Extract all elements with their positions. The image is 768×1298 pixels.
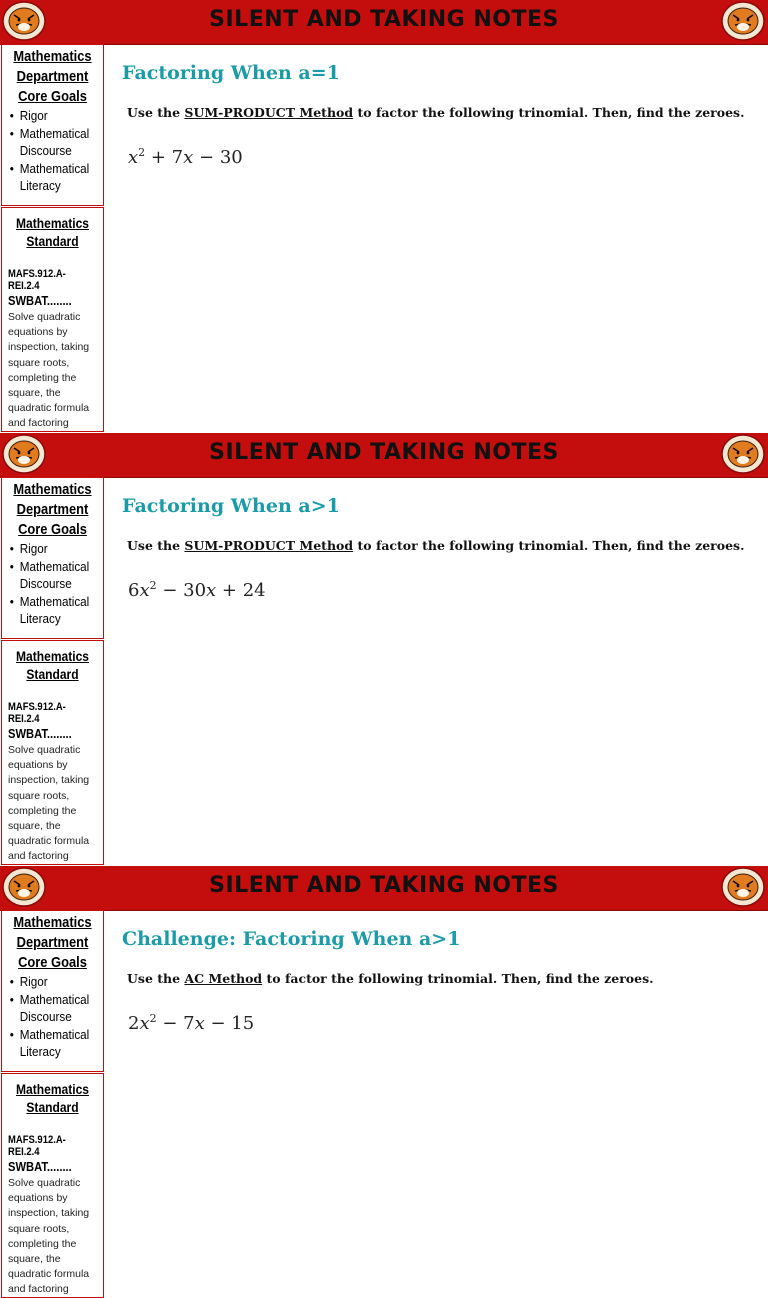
equation-coefficient: 6	[128, 580, 140, 601]
equation-variable: x	[139, 1013, 150, 1034]
tiger-mascot-logo-icon	[721, 434, 765, 474]
core-goal-item: • Mathematical Discourse	[8, 991, 94, 1026]
core-goal-item: • Rigor	[8, 973, 94, 991]
standard-code: MAFS.912.A-REI.2.4	[8, 701, 66, 725]
standard-heading: Mathematics Standard	[16, 215, 89, 249]
banner	[0, 0, 768, 45]
instruction-text	[127, 971, 653, 986]
core-goal-item: • Rigor	[8, 107, 94, 125]
core-goals-list	[2, 973, 103, 1061]
instruction-prefix: Use the	[127, 538, 181, 553]
instruction-text	[127, 105, 744, 120]
equation-exponent: 2	[138, 146, 146, 159]
slide-3	[0, 866, 768, 1298]
core-goals-heading: Mathematics Department Core Goals	[13, 914, 92, 971]
core-goal-item: • Mathematical Literacy	[8, 1026, 94, 1061]
equation-constant: + 24	[216, 580, 266, 601]
equation-term: − 7	[156, 1013, 195, 1034]
method-name: SUM-PRODUCT Method	[184, 105, 354, 120]
instruction-prefix: Use the	[127, 105, 181, 120]
core-goal-item: • Rigor	[8, 540, 94, 558]
core-goal-item: • Mathematical Literacy	[8, 160, 94, 195]
tiger-mascot-logo-icon	[721, 1, 765, 41]
standard-code: MAFS.912.A-REI.2.4	[8, 268, 66, 292]
banner-title: SILENT AND TAKING NOTES	[209, 440, 559, 465]
standard-box	[1, 640, 104, 865]
swbat-label: SWBAT........	[8, 1159, 72, 1174]
equation-constant: − 15	[204, 1013, 255, 1034]
tiger-mascot-logo-icon	[721, 867, 765, 907]
slide-1	[0, 0, 768, 432]
equation-variable: x	[139, 580, 150, 601]
core-goal-item: • Mathematical Discourse	[8, 558, 94, 593]
slide-2	[0, 433, 768, 865]
swbat-label: SWBAT........	[8, 293, 72, 308]
banner	[0, 433, 768, 478]
standard-text: Solve quadratic equations by inspection, taking square roots, completing the square, the quadratic formula and factoring	[8, 1177, 90, 1296]
equation-constant: − 30	[193, 147, 243, 168]
core-goals-box	[1, 910, 104, 1072]
banner-title: SILENT AND TAKING NOTES	[209, 7, 559, 32]
core-goals-heading: Mathematics Department Core Goals	[13, 48, 92, 105]
equation-exponent: 2	[149, 1012, 157, 1025]
instruction-prefix: Use the	[127, 971, 181, 986]
equation-variable: x	[206, 580, 217, 601]
equation-term: + 7	[145, 147, 184, 168]
standard-text: Solve quadratic equations by inspection, taking square roots, completing the square, the quadratic formula and factoring	[8, 744, 90, 863]
trinomial-equation	[128, 579, 266, 601]
core-goal-item: • Mathematical Discourse	[8, 125, 94, 160]
standard-heading: Mathematics Standard	[16, 648, 89, 682]
equation-term: − 30	[156, 580, 207, 601]
slide-title: Challenge: Factoring When a>1	[122, 928, 461, 950]
standard-box	[1, 207, 104, 432]
standard-code: MAFS.912.A-REI.2.4	[8, 1134, 66, 1158]
swbat-label: SWBAT........	[8, 726, 72, 741]
standard-box	[1, 1073, 104, 1298]
instruction-suffix: to factor the following trinomial. Then, find the zeroes.	[266, 971, 654, 986]
equation-exponent: 2	[149, 579, 157, 592]
equation-variable: x	[128, 147, 139, 168]
method-name: SUM-PRODUCT Method	[184, 538, 354, 553]
equation-coefficient: 2	[128, 1013, 140, 1034]
slide-title: Factoring When a=1	[122, 62, 340, 84]
equation-variable: x	[194, 1013, 205, 1034]
core-goals-list	[2, 107, 103, 195]
core-goals-box	[1, 477, 104, 639]
method-name: AC Method	[184, 971, 263, 986]
core-goal-item: • Mathematical Literacy	[8, 593, 94, 628]
standard-heading: Mathematics Standard	[16, 1081, 89, 1115]
instruction-suffix: to factor the following trinomial. Then, find the zeroes.	[357, 105, 745, 120]
instruction-suffix: to factor the following trinomial. Then, find the zeroes.	[357, 538, 745, 553]
instruction-text	[127, 538, 744, 553]
banner-title: SILENT AND TAKING NOTES	[209, 873, 559, 898]
trinomial-equation	[128, 146, 243, 168]
core-goals-list	[2, 540, 103, 628]
banner	[0, 866, 768, 911]
core-goals-heading: Mathematics Department Core Goals	[13, 481, 92, 538]
equation-variable: x	[183, 147, 194, 168]
slide-title: Factoring When a>1	[122, 495, 340, 517]
trinomial-equation	[128, 1012, 254, 1034]
core-goals-box	[1, 44, 104, 206]
standard-text: Solve quadratic equations by inspection, taking square roots, completing the square, the quadratic formula and factoring	[8, 311, 90, 430]
